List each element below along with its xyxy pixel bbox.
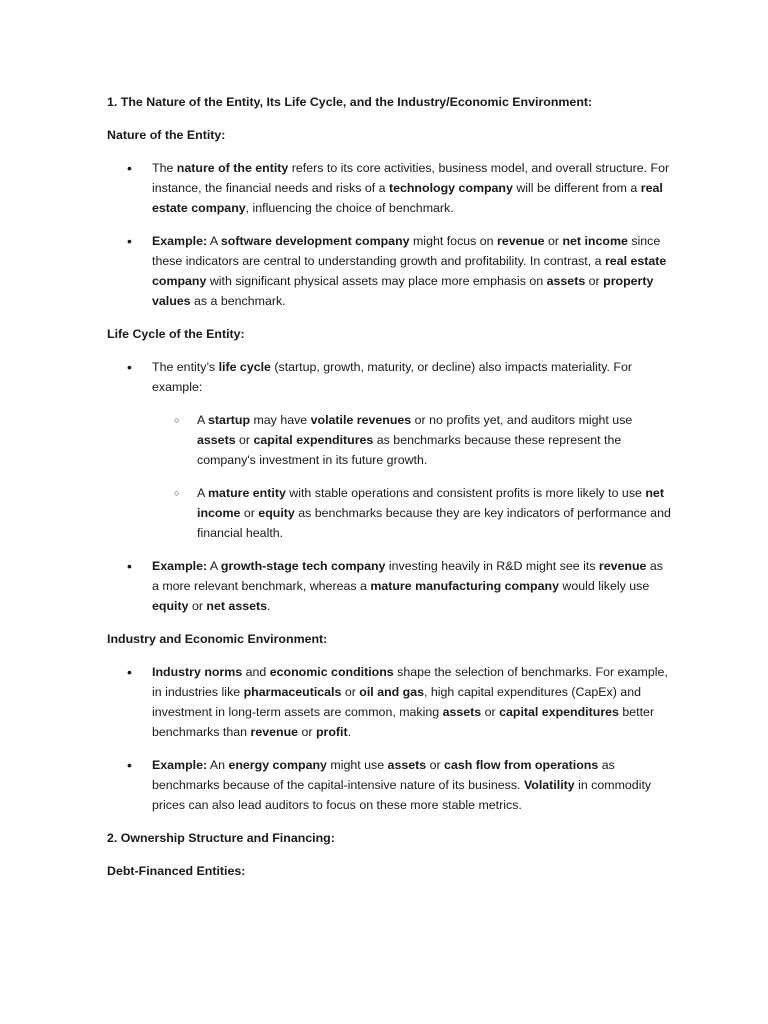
- text-run: or: [240, 506, 259, 520]
- bold-text-run: volatile revenues: [310, 413, 412, 427]
- bold-text-run: technology company: [388, 181, 513, 195]
- text-run: or no profits yet, and auditors might use: [411, 413, 633, 427]
- bold-text-run: assets: [546, 274, 586, 288]
- text-run: investing heavily in R&D might see its: [385, 559, 599, 573]
- bold-text-run: net income: [562, 234, 628, 248]
- bold-text-run: assets: [442, 705, 482, 719]
- text-run: will be different from a: [512, 181, 641, 195]
- text-run: or: [341, 685, 360, 699]
- bold-text-run: economic conditions: [269, 665, 394, 679]
- bold-text-run: pharmaceuticals: [243, 685, 342, 699]
- bold-text-run: Volatility: [523, 778, 575, 792]
- bold-text-run: assets: [387, 758, 427, 772]
- bullet-item: [107, 556, 672, 616]
- text-run: since these indicators are central to understanding growth and profitability. In contrast, a: [152, 234, 661, 268]
- text-run: refers to its core activities, business model, and overall structure. For instance, the financial needs and risks of a: [152, 161, 670, 195]
- text-run: as a benchmark.: [190, 294, 286, 308]
- text-run: as benchmarks because they are key indicators of performance and financial health.: [197, 506, 671, 540]
- document-body: [107, 92, 672, 894]
- text-run: or: [544, 234, 563, 248]
- bold-text-run: revenue: [497, 234, 545, 248]
- bold-text-run: nature of the entity: [176, 161, 289, 175]
- bold-text-run: software development company: [220, 234, 410, 248]
- bold-text-run: Example:: [152, 234, 208, 248]
- text-run: with stable operations and consistent profits is more likely to use: [285, 486, 646, 500]
- bullet-item: [107, 158, 672, 218]
- bold-text-run: revenue: [598, 559, 647, 573]
- bold-text-run: life cycle: [218, 360, 271, 374]
- bold-text-run: net income: [197, 486, 664, 520]
- text-run: , influencing the choice of benchmark.: [245, 201, 454, 215]
- text-run: might use: [326, 758, 388, 772]
- text-run: or: [298, 725, 316, 739]
- text-run: , high capital expenditures (CapEx) and investment in long-term assets are common, making: [152, 685, 641, 719]
- text-run: and: [242, 665, 270, 679]
- text-run: shape the selection of benchmarks. For example, in industries like: [152, 665, 668, 699]
- bold-text-run: mature entity: [208, 486, 286, 500]
- text-run: or: [585, 274, 604, 288]
- text-run: The: [152, 161, 177, 175]
- bold-text-run: real estate company: [152, 254, 667, 288]
- sub-bullet-item: [107, 410, 672, 470]
- bold-text-run: net assets: [206, 599, 268, 613]
- bullet-item: [107, 357, 672, 397]
- bullet-item: [107, 231, 672, 311]
- bold-text-run: Nature of the Entity:: [107, 128, 226, 142]
- text-run: as benchmarks because of the capital-intensive nature of its business.: [152, 758, 615, 792]
- text-run: as a more relevant benchmark, whereas a: [152, 559, 663, 593]
- text-run: would likely use: [558, 579, 650, 593]
- bold-text-run: profit: [315, 725, 348, 739]
- text-run: A: [207, 234, 221, 248]
- bold-text-run: 2. Ownership Structure and Financing:: [107, 831, 335, 845]
- bold-text-run: revenue: [250, 725, 299, 739]
- bold-text-run: Example:: [152, 758, 208, 772]
- sub-bullet-item: [107, 483, 672, 543]
- text-run: A: [197, 486, 209, 500]
- bold-text-run: equity: [258, 506, 295, 520]
- section-heading: [107, 629, 672, 649]
- text-run: .: [347, 725, 352, 739]
- bullet-item: [107, 755, 672, 815]
- bold-text-run: property values: [152, 274, 654, 308]
- text-run: A: [197, 413, 209, 427]
- bold-text-run: Debt-Financed Entities:: [107, 864, 246, 878]
- bold-text-run: assets: [197, 433, 236, 447]
- text-run: or: [235, 433, 254, 447]
- section-heading: [107, 861, 672, 881]
- text-run: An: [207, 758, 229, 772]
- section-heading: [107, 324, 672, 344]
- text-run: as benchmarks because these represent the company's investment in its future growth.: [197, 433, 622, 467]
- bold-text-run: real estate company: [152, 181, 663, 215]
- bold-text-run: Industry and Economic Environment:: [107, 632, 328, 646]
- text-run: better benchmarks than: [152, 705, 655, 739]
- text-run: with significant physical assets may place more emphasis on: [206, 274, 547, 288]
- bullet-item: [107, 662, 672, 742]
- bold-text-run: Example:: [152, 559, 208, 573]
- bold-text-run: Life Cycle of the Entity:: [107, 327, 245, 341]
- text-run: might focus on: [409, 234, 498, 248]
- text-run: may have: [250, 413, 311, 427]
- bold-text-run: equity: [152, 599, 189, 613]
- section-heading: [107, 828, 672, 848]
- bold-text-run: 1. The Nature of the Entity, Its Life Cycle, and the Industry/Economic Environment:: [107, 95, 593, 109]
- bold-text-run: oil and gas: [359, 685, 425, 699]
- bold-text-run: Industry norms: [152, 665, 243, 679]
- text-run: or: [426, 758, 445, 772]
- text-run: The entity’s: [152, 360, 219, 374]
- bold-text-run: growth-stage tech company: [220, 559, 386, 573]
- bold-text-run: mature manufacturing company: [370, 579, 559, 593]
- text-run: in commodity prices can also lead auditors to focus on these more stable metrics.: [152, 778, 652, 812]
- text-run: or: [481, 705, 500, 719]
- bold-text-run: cash flow from operations: [444, 758, 599, 772]
- text-run: (startup, growth, maturity, or decline) also impacts materiality. For example:: [152, 360, 632, 394]
- section-heading: [107, 125, 672, 145]
- text-run: A: [207, 559, 221, 573]
- bold-text-run: energy company: [228, 758, 327, 772]
- text-run: .: [267, 599, 271, 613]
- bold-text-run: capital expenditures: [253, 433, 374, 447]
- section-heading: [107, 92, 672, 112]
- text-run: or: [188, 599, 207, 613]
- bold-text-run: capital expenditures: [499, 705, 619, 719]
- bold-text-run: startup: [208, 413, 251, 427]
